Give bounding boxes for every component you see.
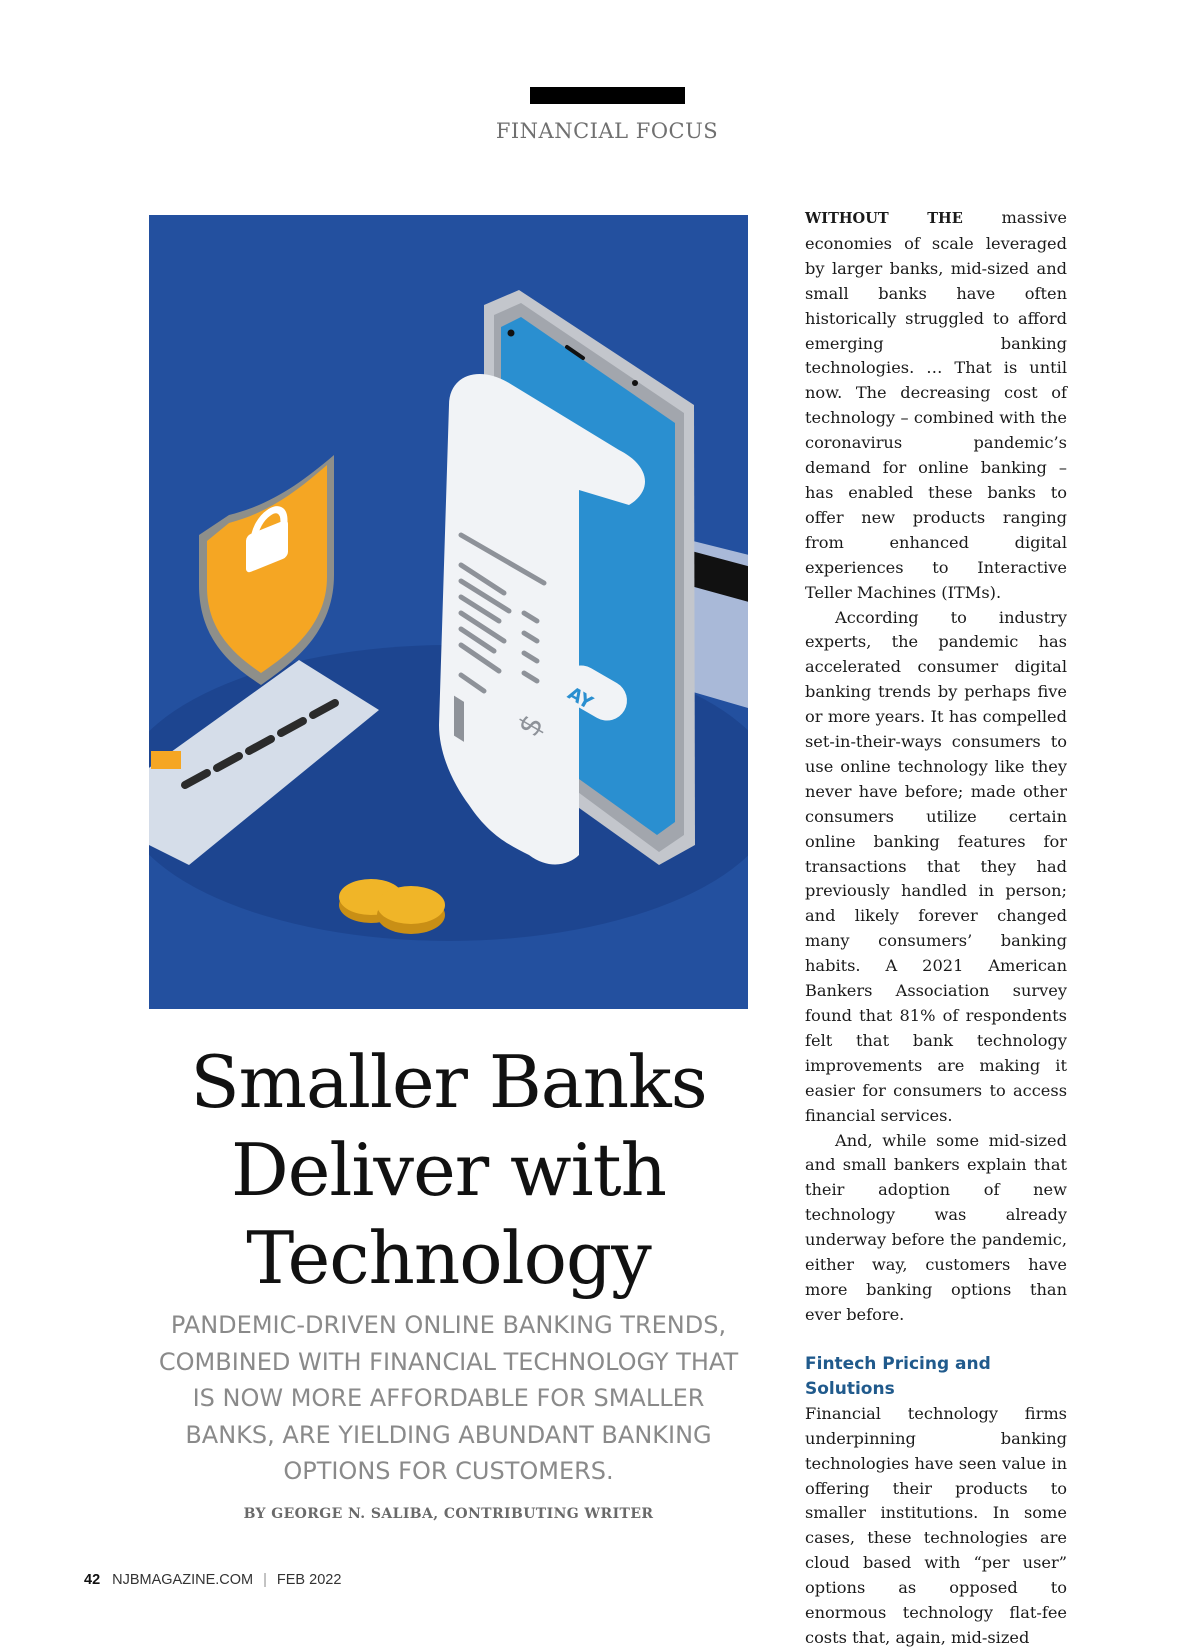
paragraph-1 xyxy=(805,206,1067,606)
page-footer xyxy=(84,1572,341,1588)
page-number: 42 xyxy=(84,1572,101,1588)
subhead-fintech: Fintech Pricing and Solutions xyxy=(805,1353,991,1399)
paragraph-4: Financial technology firms underpinning banking technologies have seen value in offering their products to smaller institutions. In some cases, these technologies are cloud based with “per user” options as opposed to enormous technology flat-fee costs that, again, mid-sized xyxy=(805,1403,1067,1647)
paragraph-2: According to industry experts, the pandemic has accelerated consumer digital banking trends by perhaps five or more years. It has compelled set-in-their-ways consumers to use online technology like they never have before; made other consumers utilize certain online banking features for transactions that they had previously handled in person; and likely forever changed many consumers’ banking habits. A 2021 American Bankers Association survey found that 81% of respondents felt that bank technology improvements are making it easier for consumers to access financial services. xyxy=(805,607,1067,1125)
currency-symbol: $ xyxy=(511,708,552,743)
footer-issue: FEB 2022 xyxy=(276,1572,342,1588)
section-rule xyxy=(530,87,685,104)
section-label: FINANCIAL FOCUS xyxy=(495,119,719,143)
article-body xyxy=(805,206,1067,1651)
article-deck: PANDEMIC-DRIVEN ONLINE BANKING TRENDS, COMBINED WITH FINANCIAL TECHNOLOGY THAT IS NOW MORE AFFORDABLE FOR SMALLER BANKS, ARE YIELDING ABUNDANT BANKING OPTIONS FOR CUSTOMERS. xyxy=(158,1311,739,1485)
footer-site: NJBMAGAZINE.COM xyxy=(112,1572,254,1588)
footer-separator: | xyxy=(263,1572,267,1588)
paragraph-1-text: massive economies of scale leveraged by larger banks, mid-sized and small banks have often historically struggled to afford emerging banking technologies. … That is until now. The decreasing cost of technology – combined with the coronavirus pandemic’s demand for online banking – has enabled these banks to offer new products ranging from enhanced digital experiences to Interactive Teller Machines (ITMs). xyxy=(805,208,1067,602)
hero-illustration xyxy=(149,215,748,1009)
article-headline: Smaller Banks Deliver with Technology xyxy=(190,1040,707,1300)
lead-in: WITHOUT THE xyxy=(805,210,963,227)
article-byline: BY GEORGE N. SALIBA, CONTRIBUTING WRITER xyxy=(243,1506,654,1522)
paragraph-3: And, while some mid-sized and small bankers explain that their adoption of new technology was already underway before the pandemic, either way, customers have more banking options than ever before. xyxy=(805,1130,1067,1324)
pay-text: AY xyxy=(563,683,597,714)
